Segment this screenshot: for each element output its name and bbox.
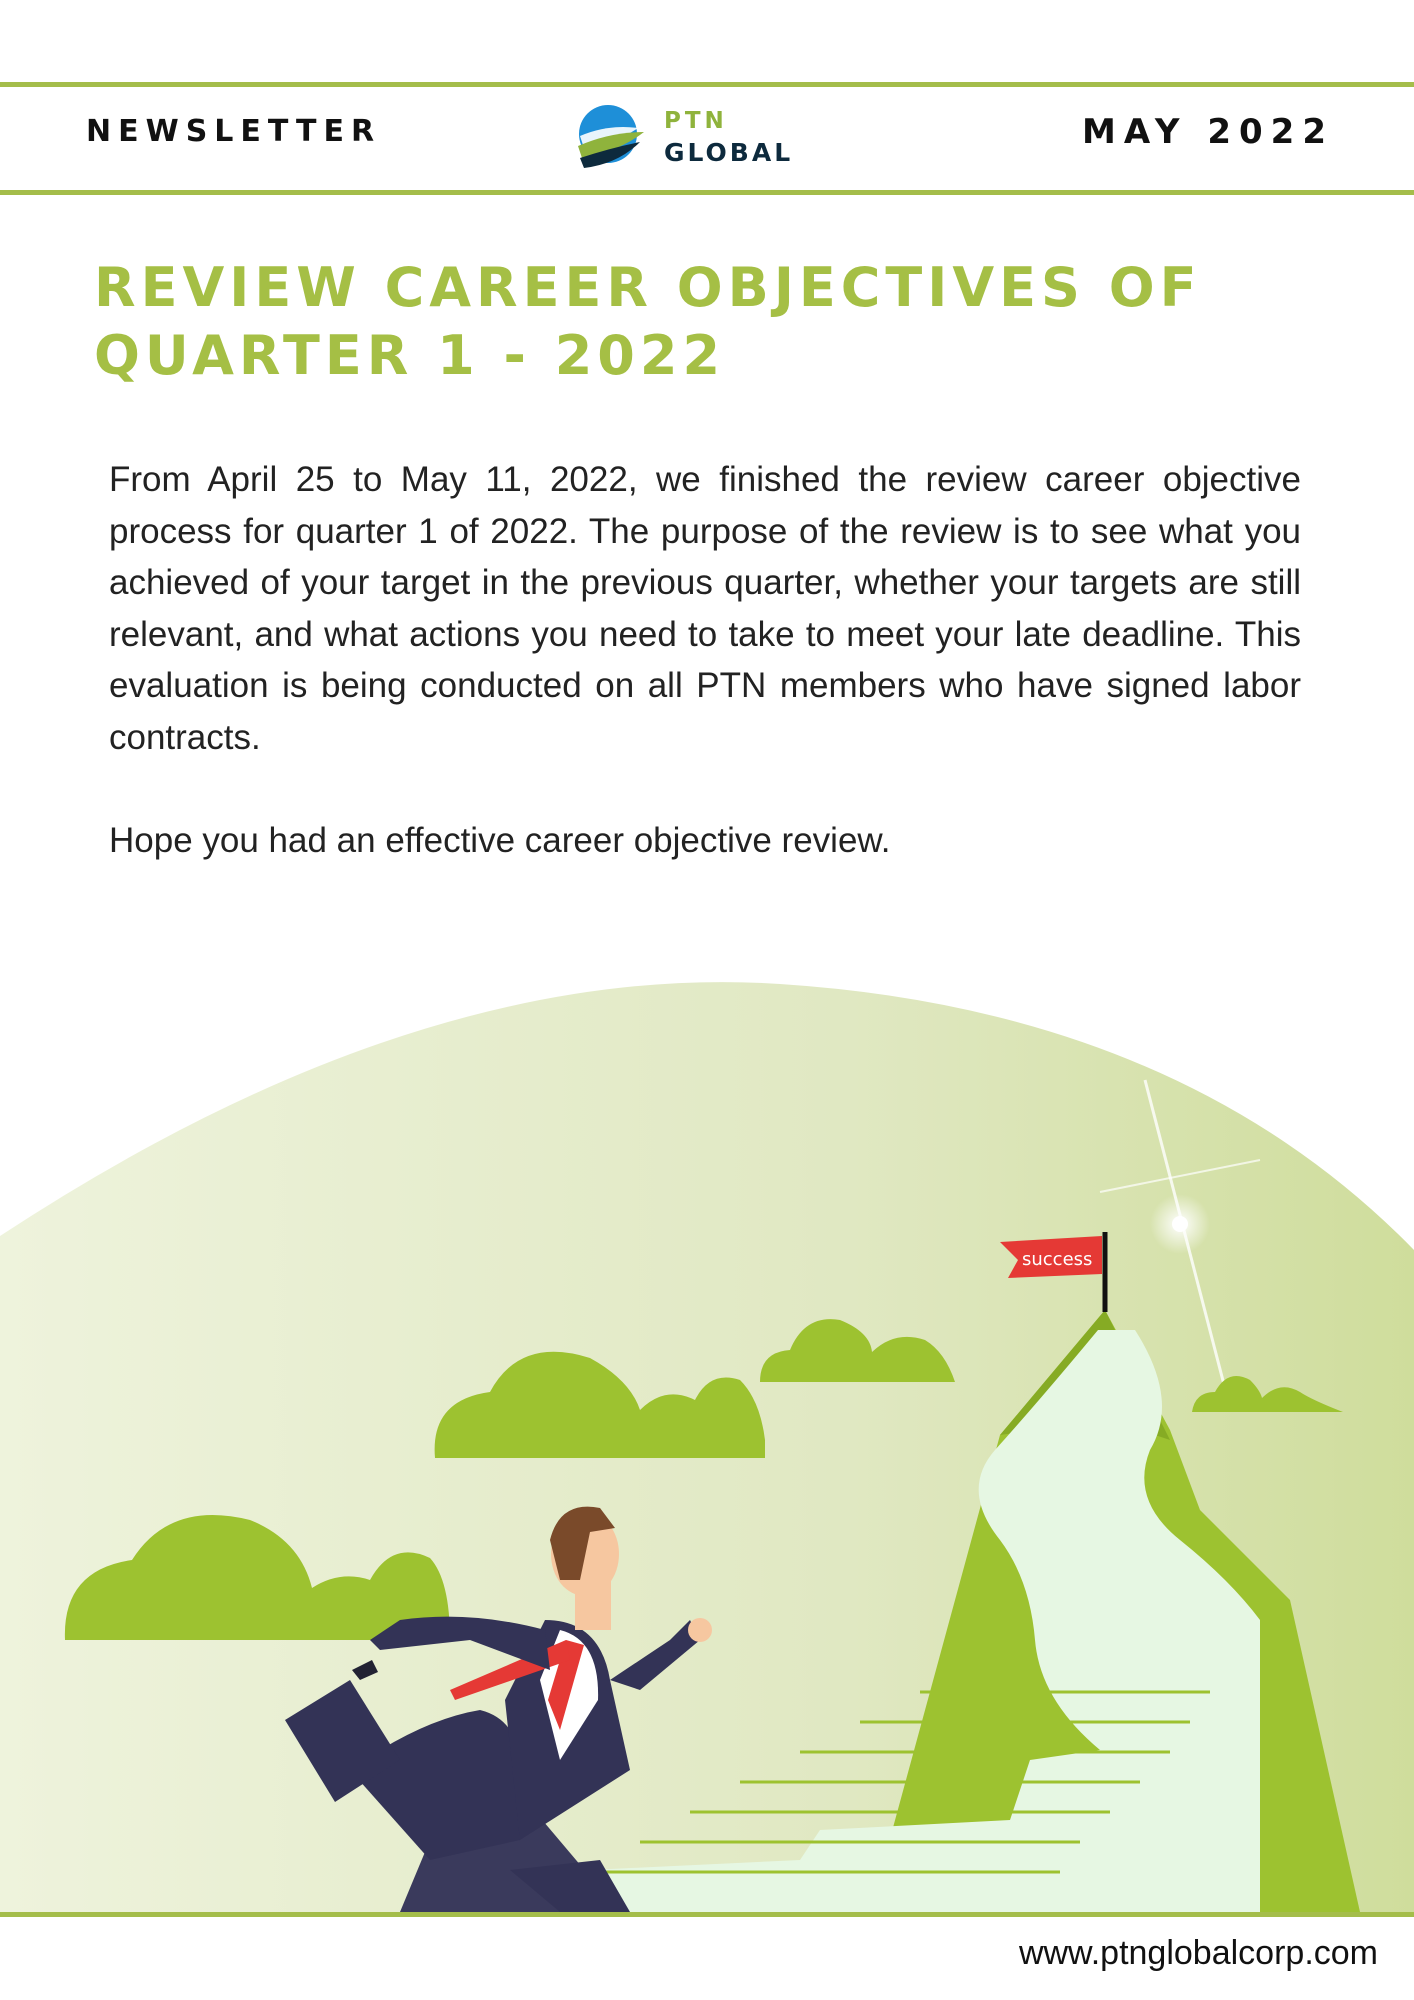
article-title-line-1: REVIEW CAREER OBJECTIVES OF	[94, 256, 1202, 319]
ptn-global-logo[interactable]	[574, 102, 814, 174]
businessman-climbing-stairs-illustration	[0, 980, 1414, 1912]
article-title-line-2: QUARTER 1 - 2022	[94, 324, 726, 387]
footer-website-link[interactable]: www.ptnglobalcorp.com	[1018, 1934, 1378, 1972]
newsletter-label: NEWSLETTER	[86, 114, 382, 149]
header-top-rule	[0, 82, 1414, 87]
footer-rule	[0, 1912, 1414, 1917]
globe-logo-icon	[574, 102, 654, 174]
logo-text-ptn: PTN	[664, 108, 728, 134]
article-paragraph-2: Hope you had an effective career objective review.	[109, 821, 891, 860]
article-body	[109, 454, 1301, 867]
article-title	[94, 254, 1334, 390]
article-paragraph-1: From April 25 to May 11, 2022, we finished the review career objective process for quarter 1 of 2022. The purpose of the review is to see what you achieved of your target in the previous quarter, whether your targets are still relevant, and what actions you need to take to meet your late deadline. This evaluation is being conducted on all PTN members who have signed labor contracts.	[109, 460, 1301, 757]
flag-text: success	[1022, 1249, 1093, 1270]
header-bottom-rule	[0, 190, 1414, 195]
logo-text-global: GLOBAL	[664, 138, 794, 167]
issue-date: MAY 2022	[1082, 112, 1334, 152]
